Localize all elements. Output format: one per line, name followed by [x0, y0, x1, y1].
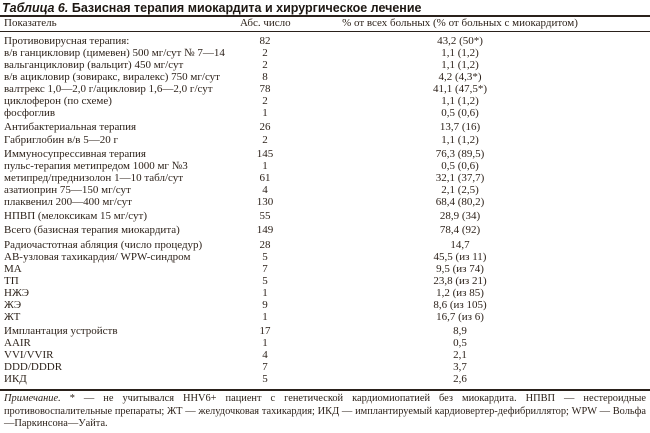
row-indicator: VVI/VVIR	[4, 349, 54, 361]
row-percent: 16,7 (из 6)	[436, 311, 484, 323]
table-row	[0, 251, 650, 263]
table-row	[0, 311, 650, 323]
row-indicator: АВ-узловая тахикардия/ WPW-синдром	[4, 251, 191, 263]
row-indicator: в/в ганцикловир (цимевен) 500 мг/сут № 7—14	[4, 47, 225, 59]
row-percent: 1,1 (1,2)	[441, 95, 479, 107]
row-abs-number: 5	[262, 251, 268, 263]
table-row	[0, 107, 650, 119]
row-abs-number: 1	[262, 107, 268, 119]
table-row	[0, 349, 650, 361]
table-caption: Базисная терапия миокардита и хирургическое лечение	[71, 1, 422, 15]
header-indicator: Показатель	[4, 17, 57, 29]
row-abs-number: 1	[262, 337, 268, 349]
row-indicator: AAIR	[4, 337, 31, 349]
table-row	[0, 325, 650, 337]
row-percent: 28,9 (34)	[439, 210, 481, 222]
row-abs-number: 28	[259, 239, 271, 251]
table-row	[0, 275, 650, 287]
row-abs-number: 2	[262, 47, 268, 59]
table-row	[0, 83, 650, 95]
row-abs-number: 1	[262, 287, 268, 299]
table-title	[2, 1, 422, 15]
row-percent: 8,9	[453, 325, 467, 337]
table-row	[0, 210, 650, 222]
row-abs-number: 2	[262, 134, 268, 146]
row-percent: 41,1 (47,5*)	[432, 83, 488, 95]
row-indicator: Габриглобин в/в 5—20 г	[4, 134, 118, 146]
row-indicator: азатиоприн 75—150 мг/сут	[4, 184, 131, 196]
row-abs-number: 61	[259, 172, 271, 184]
table-row	[0, 196, 650, 208]
row-indicator: пульс-терапия метипредом 1000 мг №3	[4, 160, 188, 172]
header-rule	[0, 31, 650, 32]
row-indicator: вальганцикловир (вальцит) 450 мг/сут	[4, 59, 184, 71]
header-abs-number: Абс. число	[240, 17, 291, 29]
row-abs-number: 82	[259, 35, 271, 47]
row-indicator: НПВП (мелоксикам 15 мг/сут)	[4, 210, 148, 222]
table-row	[0, 172, 650, 184]
row-indicator: в/в ацикловир (зовиракс, виралекс) 750 мг/сут	[4, 71, 220, 83]
row-indicator: Имплантация устройств	[4, 325, 118, 337]
row-indicator: НЖЭ	[4, 287, 30, 299]
bottom-rule	[0, 389, 650, 391]
row-abs-number: 130	[256, 196, 274, 208]
row-percent: 13,7 (16)	[439, 121, 481, 133]
row-percent: 1,1 (1,2)	[441, 134, 479, 146]
row-percent: 4,2 (4,3*)	[438, 71, 482, 83]
table-row	[0, 121, 650, 133]
row-indicator: валтрекс 1,0—2,0 г/ацикловир 1,6—2,0 г/сут	[4, 83, 213, 95]
row-indicator: метипред/преднизолон 1—10 табл/сут	[4, 172, 184, 184]
row-abs-number: 2	[262, 59, 268, 71]
row-abs-number: 55	[259, 210, 271, 222]
row-percent: 1,1 (1,2)	[441, 47, 479, 59]
row-percent: 0,5 (0,6)	[441, 160, 479, 172]
row-percent: 14,7	[450, 239, 470, 251]
table-row	[0, 47, 650, 59]
header-percent: % от всех больных (% от больных с миокардитом)	[342, 17, 578, 29]
row-indicator: DDD/DDDR	[4, 361, 63, 373]
row-indicator: Противовирусная терапия:	[4, 35, 130, 47]
row-percent: 2,1 (2,5)	[441, 184, 479, 196]
row-abs-number: 7	[262, 263, 268, 275]
row-indicator: ИКД	[4, 373, 27, 385]
table-note	[4, 393, 646, 431]
row-abs-number: 4	[262, 184, 268, 196]
row-abs-number: 8	[262, 71, 268, 83]
row-percent: 8,6 (из 105)	[433, 299, 487, 311]
row-percent: 1,1 (1,2)	[441, 59, 479, 71]
table-row	[0, 134, 650, 146]
row-abs-number: 5	[262, 373, 268, 385]
row-abs-number: 4	[262, 349, 268, 361]
row-indicator: ЖТ	[4, 311, 21, 323]
row-percent: 68,4 (80,2)	[435, 196, 485, 208]
table-row	[0, 148, 650, 160]
table-row	[0, 184, 650, 196]
row-percent: 0,5 (0,6)	[441, 107, 479, 119]
row-indicator: циклоферон (по схеме)	[4, 95, 112, 107]
row-percent: 78,4 (92)	[439, 224, 481, 236]
table-number: Таблица 6.	[2, 1, 69, 15]
row-percent: 3,7	[453, 361, 467, 373]
row-percent: 43,2 (50*)	[437, 35, 483, 47]
table-row	[0, 239, 650, 251]
row-indicator: Радиочастотная абляция (число процедур)	[4, 239, 203, 251]
row-abs-number: 78	[259, 83, 271, 95]
table-row	[0, 71, 650, 83]
table-row	[0, 95, 650, 107]
row-indicator: Антибактериальная терапия	[4, 121, 137, 133]
row-abs-number: 149	[256, 224, 274, 236]
table-row	[0, 337, 650, 349]
row-indicator: фосфоглив	[4, 107, 56, 119]
row-percent: 0,5	[453, 337, 467, 349]
table-row	[0, 287, 650, 299]
table-row	[0, 373, 650, 385]
row-percent: 9,5 (из 74)	[436, 263, 484, 275]
row-percent: 32,1 (37,7)	[435, 172, 485, 184]
table-row	[0, 35, 650, 47]
row-indicator: ЖЭ	[4, 299, 22, 311]
row-abs-number: 2	[262, 95, 268, 107]
row-indicator: Иммуносупрессивная терапия	[4, 148, 146, 160]
row-indicator: ТП	[4, 275, 19, 287]
row-abs-number: 7	[262, 361, 268, 373]
note-text: * — не учитывался HHV6+ пациент с генетической кардиомиопатией без миокардита. НПВП — нестероидные противовоспалительные препараты; ЖТ — желудочковая тахикардия; ИКД — имплантируемый кардиовертер-дефибриллятор; WPW — Вольфа—Паркинсона—Уайта.	[4, 393, 646, 430]
row-percent: 76,3 (89,5)	[435, 148, 485, 160]
row-indicator: плаквенил 200—400 мг/сут	[4, 196, 132, 208]
table-row	[0, 299, 650, 311]
row-abs-number: 145	[256, 148, 274, 160]
row-abs-number: 5	[262, 275, 268, 287]
note-label: Примечание.	[4, 393, 61, 404]
row-percent: 2,6	[453, 373, 467, 385]
table-row	[0, 361, 650, 373]
row-abs-number: 1	[262, 311, 268, 323]
row-percent: 1,2 (из 85)	[436, 287, 484, 299]
table-row	[0, 59, 650, 71]
row-percent: 23,8 (из 21)	[433, 275, 487, 287]
row-abs-number: 9	[262, 299, 268, 311]
row-percent: 2,1	[453, 349, 467, 361]
row-indicator: МА	[4, 263, 22, 275]
row-abs-number: 17	[259, 325, 271, 337]
row-abs-number: 1	[262, 160, 268, 172]
table-row	[0, 224, 650, 236]
row-indicator: Всего (базисная терапия миокардита)	[4, 224, 180, 236]
row-percent: 45,5 (из 11)	[433, 251, 487, 263]
table-row	[0, 263, 650, 275]
row-abs-number: 26	[259, 121, 271, 133]
table-row	[0, 160, 650, 172]
